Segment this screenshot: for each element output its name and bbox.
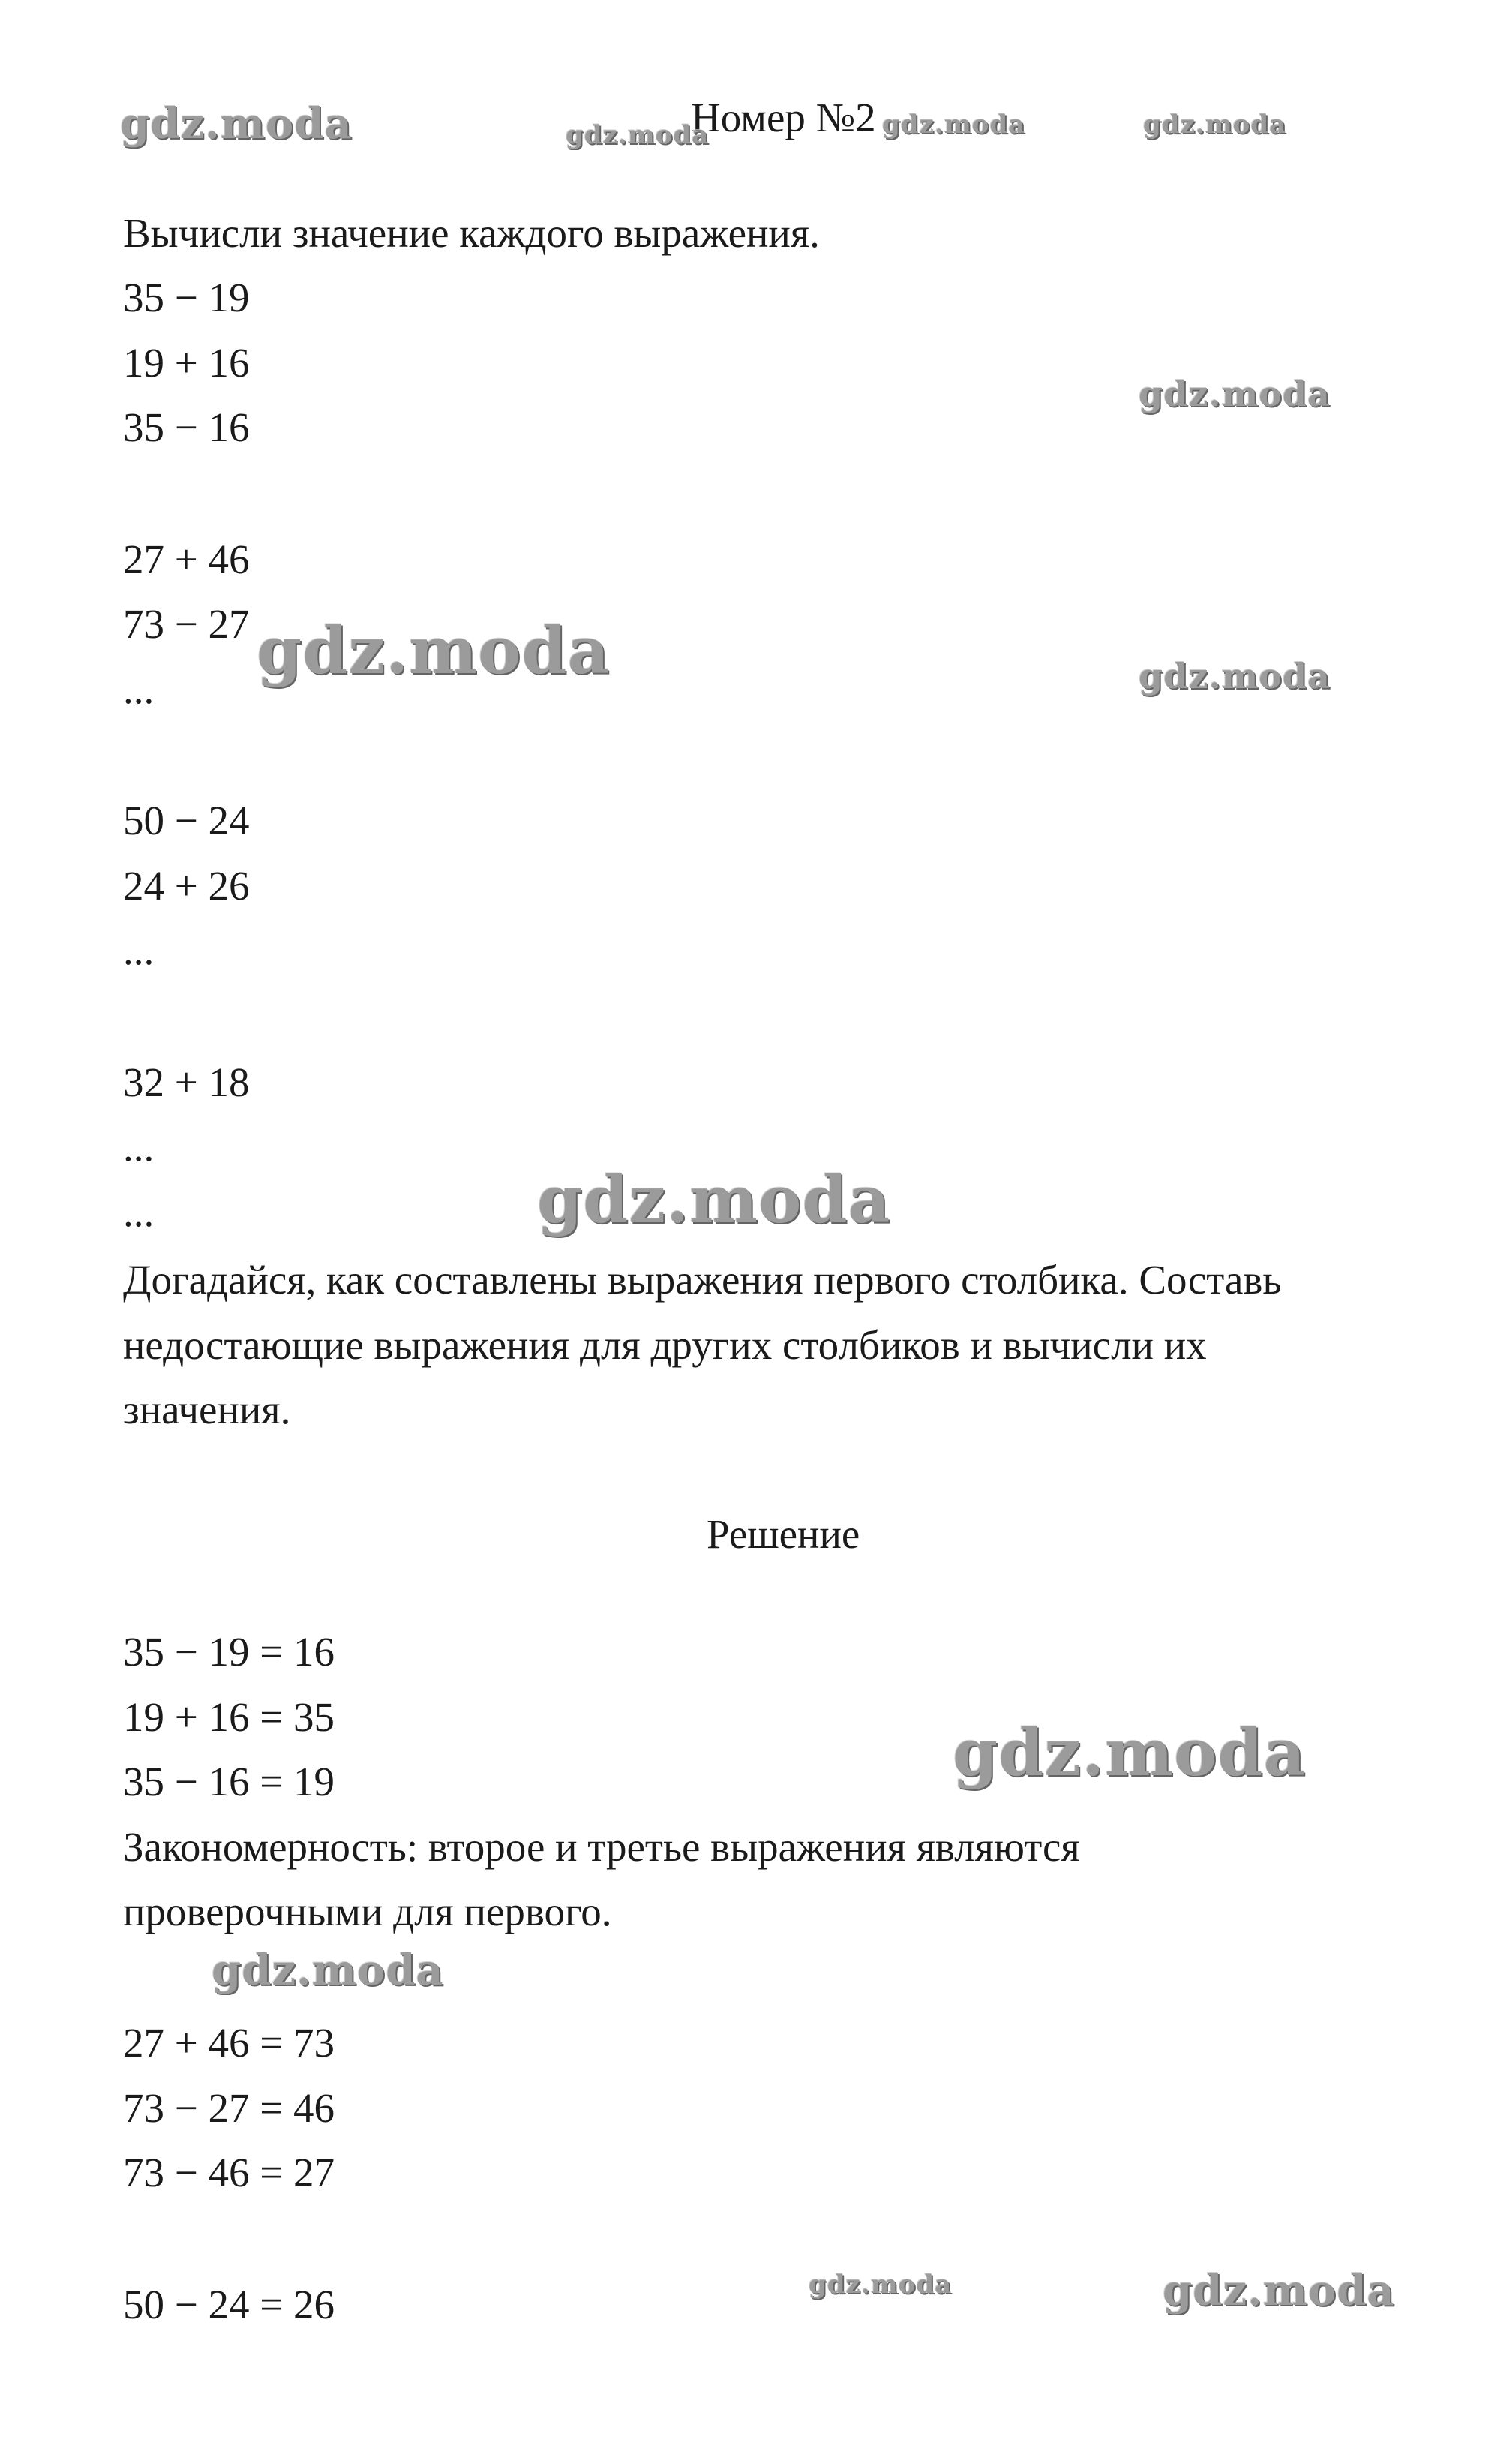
watermark: gdz.moda [1143, 110, 1287, 140]
solution-equation: 35 − 19 = 16 [123, 1629, 335, 1675]
watermark: gdz.moda [1139, 656, 1331, 696]
watermark: gdz.moda [257, 613, 611, 689]
watermark: gdz.moda [212, 1946, 444, 1995]
solution-equation: 27 + 46 = 73 [123, 2020, 335, 2066]
page-title: Номер №2 [691, 95, 876, 140]
expression-c4-1: 32 + 18 [123, 1059, 250, 1105]
solution-pattern-line-1: Закономерность: второе и третье выражения являются [123, 1824, 1080, 1870]
solution-heading: Решение [707, 1511, 860, 1557]
watermark: gdz.moda [537, 1162, 891, 1238]
expression-c3-1: 50 − 24 [123, 798, 250, 843]
solution-equation: 73 − 27 = 46 [123, 2085, 335, 2131]
watermark: gdz.moda [1163, 2266, 1395, 2315]
solution-equation: 19 + 16 = 35 [123, 1694, 335, 1740]
watermark: gdz.moda [882, 110, 1026, 140]
expression-c2-2: 73 − 27 [123, 601, 250, 647]
expression-c1-3: 35 − 16 [123, 404, 250, 450]
solution-pattern-line-2: проверочными для первого. [123, 1889, 612, 1934]
watermark: gdz.moda [953, 1715, 1307, 1791]
task-question-line-2: недостающие выражения для других столбиков и вычисли их [123, 1322, 1207, 1368]
expression-c4-3: ... [123, 1189, 155, 1235]
watermark: gdz.moda [809, 2270, 953, 2300]
expression-c1-2: 19 + 16 [123, 340, 250, 386]
watermark: gdz.moda [120, 99, 353, 149]
task-question-line-1: Догадайся, как составлены выражения первого столбика. Составь [123, 1257, 1282, 1303]
expression-c1-1: 35 − 19 [123, 275, 250, 320]
expression-c3-3: ... [123, 927, 155, 973]
solution-equation: 73 − 46 = 27 [123, 2150, 335, 2195]
watermark: gdz.moda [1139, 374, 1331, 414]
expression-c3-2: 24 + 26 [123, 863, 250, 909]
expression-c2-1: 27 + 46 [123, 536, 250, 582]
solution-equation: 50 − 24 = 26 [123, 2282, 335, 2327]
expression-c2-3: ... [123, 666, 155, 712]
expression-c4-2: ... [123, 1124, 155, 1170]
task-instruction: Вычисли значение каждого выражения. [123, 210, 820, 256]
task-question-line-3: значения. [123, 1387, 291, 1432]
solution-equation: 35 − 16 = 19 [123, 1759, 335, 1804]
watermark: gdz.moda [566, 120, 710, 150]
